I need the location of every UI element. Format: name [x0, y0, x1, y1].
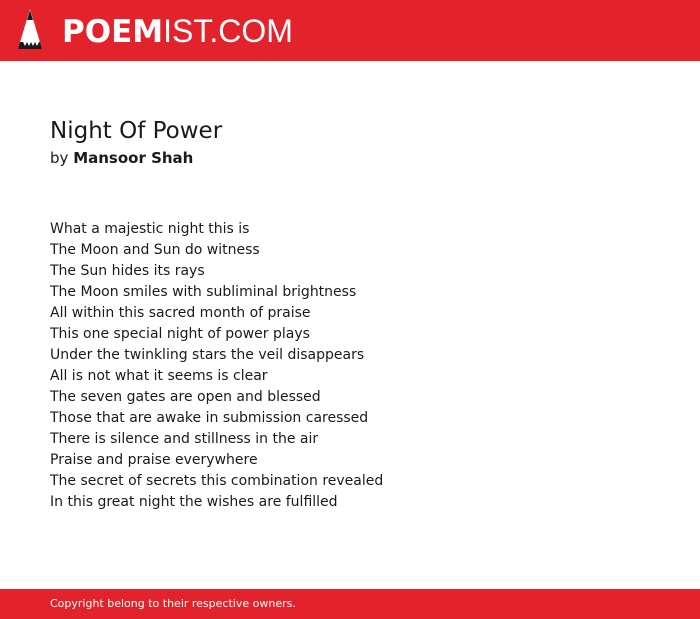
poem-line: There is silence and stillness in the air [50, 431, 319, 447]
site-header [0, 0, 700, 61]
poem-line: The Moon smiles with subliminal brightness [50, 284, 357, 300]
logo-light-text: IST.COM [163, 13, 293, 49]
poem-body [50, 219, 383, 513]
site-footer [0, 589, 700, 619]
copyright-notice: Copyright belong to their respective owners. [50, 597, 296, 610]
poem-line: Praise and praise everywhere [50, 452, 258, 468]
poem-line: The Moon and Sun do witness [50, 242, 260, 258]
poem-line: In this great night the wishes are fulfilled [50, 494, 338, 510]
poem-line: All within this sacred month of praise [50, 305, 311, 321]
poem-line: The seven gates are open and blessed [50, 389, 321, 405]
by-label: by [50, 149, 69, 167]
poem-line: This one special night of power plays [50, 326, 310, 342]
site-logo[interactable] [62, 12, 293, 50]
poem-line: Those that are awake in submission caressed [50, 410, 369, 426]
poem-line: Under the twinkling stars the veil disappears [50, 347, 365, 363]
pencil-tip-icon[interactable] [18, 9, 42, 51]
poem-title: Night Of Power [50, 118, 223, 144]
poem-line: The Sun hides its rays [50, 263, 205, 279]
poem-author: Mansoor Shah [73, 149, 194, 167]
poem-line: The secret of secrets this combination revealed [50, 473, 384, 489]
poem-line: All is not what it seems is clear [50, 368, 268, 384]
poem-line: What a majestic night this is [50, 221, 250, 237]
poem-byline [50, 148, 193, 168]
logo-bold-text: POEM [62, 14, 164, 50]
